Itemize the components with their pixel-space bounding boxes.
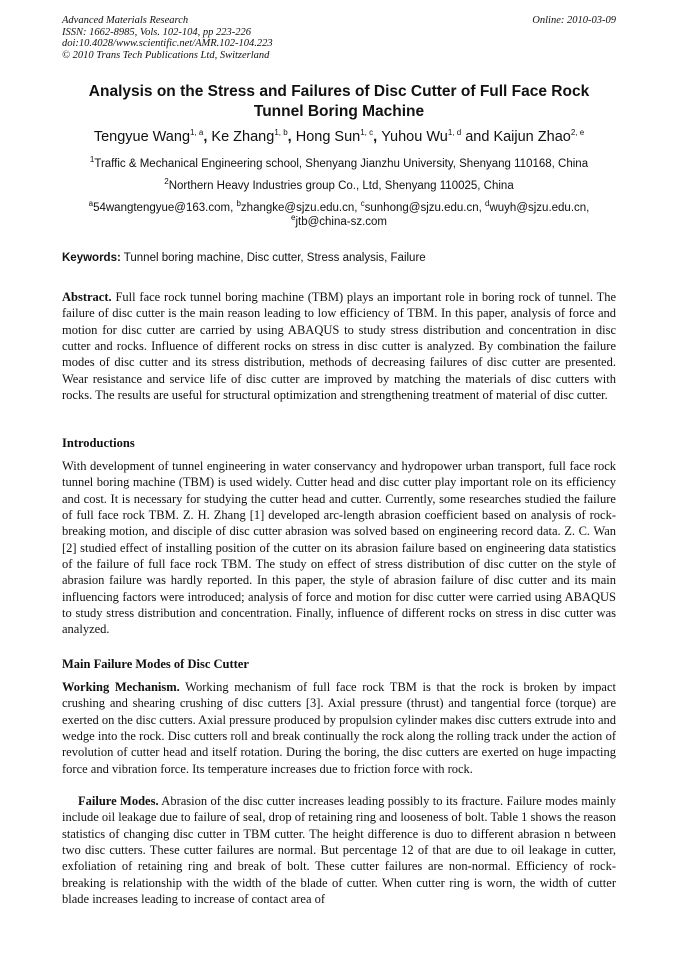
- failure-modes-text: Abrasion of the disc cutter increases leading possibly to its fracture. Failure modes mainly include oil leakage due to failure of seal, drop of retaining ring and looseness of bolt. Table 1 shows the reason statistics of changing disc cutter in TBM cutter. The height difference is duo to different abrasion n between two disc cutters. These cutter failures are normal. But percentage 12 of that are due to oil leakage in cutter, exfoliation of retaining ring and break of bolt. These cutter failures are non-normal. Efficiency of rock-breaking is relationship with the width of the blade of cutter. When cutter ring is worn, the width of cutter blade increases leading to increase of contact area of: [62, 794, 616, 907]
- online-date: Online: 2010-03-09: [532, 15, 616, 26]
- abstract: [62, 289, 616, 403]
- email-address: sunhong@sjzu.edu.cn: [364, 202, 479, 214]
- abstract-text: Full face rock tunnel boring machine (TBM) plays an important role in boring rock of tunnel. The failure of disc cutter is the main reason leading to low efficiency of TBM. In this paper, analysis of force and motion for disc cutter are carried by using ABAQUS to study stress distribution and concentration in disc cutter and rocks. Influence of different rocks on stress in disc cutter is analyzed. By combination the failure modes of disc cutter and its stress distribution, methods of decreasing failures of disc cutter are presented. Wear resistance and service life of disc cutter are improved by matching the materials of disc cutters with rocks. The results are useful for structural optimization and strengthening treatment of material of disc cutter.: [62, 290, 616, 403]
- affiliation-mark: 2: [164, 177, 169, 187]
- section-heading-failure-modes: Main Failure Modes of Disc Cutter: [62, 657, 249, 671]
- author-affiliation-mark: 1, a: [190, 128, 204, 138]
- working-mechanism-text: Working mechanism of full face rock TBM is that the rock is broken by impact crushing and shearing crushing of disc cutters [3]. Axial pressure (thrust) and tangential force (torque) are exerted on the disc cutters. Axial pressure produced by propulsion cylinder makes disc cutters extrude into and wedge into the rock. Disc cutters roll and break continually the rock along the rolling track under the action of revolution of cutter head and itself rotation. During the boring, the disc cutters are exerted on huge impacting force and vibration force. Its temperature increases due to friction force with rock.: [62, 680, 616, 776]
- author-separator: ,: [287, 129, 296, 145]
- affiliation-mark: 1: [89, 155, 95, 165]
- email-mark: e: [290, 213, 296, 223]
- author-name: Hong Sun: [295, 129, 361, 145]
- author-name: Ke Zhang: [211, 129, 275, 145]
- affiliation-text: Traffic & Mechanical Engineering school, Shenyang Jianzhu University, Shenyang 110168, China: [94, 158, 589, 170]
- keywords: [62, 251, 616, 265]
- email-mark: a: [88, 199, 94, 209]
- author-name: Kaijun Zhao: [493, 129, 571, 145]
- author-and: and: [461, 129, 494, 145]
- email-address: 54wangtengyue@163.com: [93, 202, 231, 214]
- email-address: jtb@china-sz.com: [295, 216, 387, 228]
- author-name: Tengyue Wang: [93, 129, 191, 145]
- author-emails: $^a$54wangtengyue@163.com, $^b$zhangke@sjzu.edu.cn, $^c$sunhong@sjzu.edu.cn, $^d$wuyh@sjzu.edu.cn, $^e$jtb@china-sz.com: [88, 199, 590, 228]
- journal-name: Advanced Materials Research: [62, 15, 189, 26]
- email-mark: b: [236, 199, 241, 209]
- author-affiliation-mark: 1, b: [274, 128, 288, 138]
- journal-copyright: © 2010 Trans Tech Publications Ltd, Switzerland: [62, 49, 270, 61]
- email-address: wuyh@sjzu.edu.cn: [489, 202, 587, 214]
- paper-title: Analysis on the Stress and Failures of Disc Cutter of Full Face Rock Tunnel Boring Machine: [88, 83, 590, 120]
- author-list: [40, 128, 638, 146]
- failure-modes-label: Failure Modes.: [78, 794, 159, 808]
- author-name: Yuhou Wu: [381, 129, 448, 145]
- abstract-label: Abstract.: [62, 290, 112, 304]
- author-affiliation-mark: 1, c: [360, 128, 374, 138]
- email-mark: c: [360, 199, 365, 209]
- email-address: zhangke@sjzu.edu.cn: [240, 202, 355, 214]
- introductions-paragraph: With development of tunnel engineering in water conservancy and hydropower urban transport, full face rock tunnel boring machine (TBM) is used widely. Cutter head and disc cutter play important role on its efficiency and cost. It is necessary for studying the cutter head and cutter. Currently, some researches studied the failure of full face rock TBM. Z. H. Zhang [1] developed arc-length abrasion coefficient based on analysis of rock-breaking motion, and disciple of disc cutter abrasion was solved based on engineering record data. Z. C. Wan [2] studied effect of installing position of the cutter on its abrasion failure based on engineering data statistics of the failure of full face rock TBM. The study on effect of stress distribution of disc cutter on the style of abrasion failure was hardly reported. In this paper, the style of abrasion failure of disc cutter and its main influencing factors were introduced; analysis of force and motion for disc cutter were carried using ABAQUS to study stress distribution and concentration. Finally, influence of different rocks on stress in disc cutter was analyzed.: [62, 459, 616, 637]
- author-affiliation-mark: 1, d: [447, 128, 462, 138]
- affiliation: [40, 157, 638, 171]
- affiliation: [40, 179, 638, 193]
- section-heading-introductions: Introductions: [62, 436, 135, 450]
- failure-modes-paragraph: [62, 793, 616, 907]
- affiliation-text: Northern Heavy Industries group Co., Ltd, Shenyang 110025, China: [168, 180, 514, 192]
- working-mechanism-label: Working Mechanism.: [62, 680, 180, 694]
- email-mark: d: [485, 199, 490, 209]
- working-mechanism-paragraph: [62, 679, 616, 777]
- keywords-label: Keywords:: [62, 252, 121, 264]
- author-affiliation-mark: 2, e: [570, 128, 585, 138]
- author-separator: ,: [373, 129, 382, 145]
- keywords-text: Tunnel boring machine, Disc cutter, Stress analysis, Failure: [120, 252, 426, 264]
- journal-doi: doi:10.4028/www.scientific.net/AMR.102-104.223: [62, 38, 273, 49]
- journal-issn: ISSN: 1662-8985, Vols. 102-104, pp 223-226: [62, 26, 251, 38]
- author-separator: ,: [203, 129, 212, 145]
- journal-header: [62, 15, 273, 61]
